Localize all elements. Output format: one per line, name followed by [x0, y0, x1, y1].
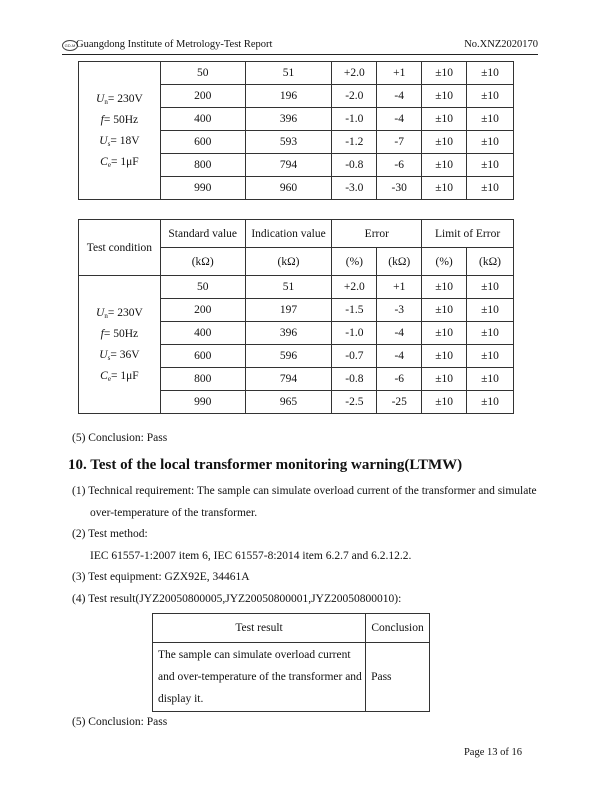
header-test-result: Test result — [153, 614, 366, 643]
table-cell: 965 — [245, 391, 332, 414]
table-row — [79, 62, 514, 85]
table-cell: 794 — [245, 154, 332, 177]
table-cell: 200 — [160, 85, 245, 108]
table-cell: 196 — [245, 85, 332, 108]
test-condition-cell — [79, 62, 161, 200]
test-result-description — [153, 643, 366, 712]
section-title: 10. Test of the local transformer monitoring warning(LTMW) — [68, 457, 463, 473]
table-row — [79, 276, 514, 299]
table-cell: +1 — [377, 62, 422, 85]
table-cell: ±10 — [467, 276, 514, 299]
table-cell: 600 — [160, 345, 245, 368]
page-header — [62, 38, 538, 55]
table-cell: ±10 — [467, 62, 514, 85]
test-method-value: IEC 61557-1:2007 item 6, IEC 61557-8:2014 item 6.2.7 and 6.2.12.2. — [90, 550, 412, 562]
table-cell: -0.7 — [332, 345, 377, 368]
result-line: The sample can simulate overload current — [158, 649, 351, 661]
table-cell: ±10 — [467, 345, 514, 368]
table-cell: ±10 — [422, 108, 467, 131]
technical-requirement-cont: over-temperature of the transformer. — [90, 507, 258, 519]
table-cell: -2.0 — [332, 85, 377, 108]
institute-logo-icon: GD-M — [62, 40, 78, 51]
test-condition-cell — [79, 276, 161, 414]
table-cell: -6 — [377, 154, 422, 177]
table-cell: -3.0 — [332, 177, 377, 200]
result-line: display it. — [158, 693, 204, 705]
table-cell: -1.0 — [332, 322, 377, 345]
table-cell: 396 — [245, 322, 332, 345]
table-cell: -1.0 — [332, 108, 377, 131]
table-cell: 990 — [160, 391, 245, 414]
results-table-36v — [78, 219, 514, 414]
table-cell: ±10 — [422, 154, 467, 177]
table-cell: 50 — [160, 62, 245, 85]
table-cell: -25 — [377, 391, 422, 414]
header-indication-value: Indication value — [245, 220, 332, 248]
table-cell: 200 — [160, 299, 245, 322]
header-title: Guangdong Institute of Metrology-Test Report — [76, 39, 273, 50]
table-cell: ±10 — [467, 177, 514, 200]
table-cell: ±10 — [467, 154, 514, 177]
table-cell: ±10 — [467, 322, 514, 345]
table-cell: 990 — [160, 177, 245, 200]
table-cell: 51 — [245, 276, 332, 299]
table-cell: -1.2 — [332, 131, 377, 154]
table-cell: ±10 — [467, 391, 514, 414]
test-equipment: (3) Test equipment: GZX92E, 34461A — [72, 571, 250, 583]
table-cell: ±10 — [422, 322, 467, 345]
condition-item: $C_e= 1\mu F$ — [100, 369, 139, 383]
table-cell: ±10 — [422, 276, 467, 299]
table-cell: +2.0 — [332, 276, 377, 299]
header-error-pct: (%) — [332, 248, 377, 276]
header-error-kohm: (kΩ) — [377, 248, 422, 276]
table-cell: 197 — [245, 299, 332, 322]
table-cell: ±10 — [467, 85, 514, 108]
condition-item: $U_s= 18V$ — [99, 134, 140, 148]
conclusion-value: Pass — [366, 643, 430, 712]
header-limit-pct: (%) — [422, 248, 467, 276]
table-cell: 800 — [160, 368, 245, 391]
page-number: Page 13 of 16 — [463, 747, 522, 758]
report-number: No.XNZ2020170 — [464, 39, 538, 50]
table-cell: -7 — [377, 131, 422, 154]
table-cell: ±10 — [467, 108, 514, 131]
table-cell: 593 — [245, 131, 332, 154]
table-cell: +2.0 — [332, 62, 377, 85]
table-cell: -30 — [377, 177, 422, 200]
table-cell: ±10 — [422, 368, 467, 391]
table-cell: ±10 — [422, 345, 467, 368]
conclusion-text-2: (5) Conclusion: Pass — [72, 716, 168, 728]
table-cell: -4 — [377, 345, 422, 368]
table-cell: 596 — [245, 345, 332, 368]
table-cell: 396 — [245, 108, 332, 131]
table-cell: -4 — [377, 85, 422, 108]
table-cell: 960 — [245, 177, 332, 200]
table-cell: -2.5 — [332, 391, 377, 414]
conclusion-table — [152, 613, 430, 712]
table-cell: -4 — [377, 322, 422, 345]
header-conclusion: Conclusion — [366, 614, 430, 643]
technical-requirement: (1) Technical requirement: The sample can simulate overload current of the transformer and simulate — [72, 485, 537, 497]
condition-item: $U_n= 230V$ — [96, 92, 143, 106]
table-cell: ±10 — [467, 131, 514, 154]
header-test-condition: Test condition — [79, 220, 161, 276]
condition-item: $U_s= 36V$ — [99, 348, 140, 362]
test-result-label: (4) Test result(JYZ20050800005,JYZ20050800001,JYZ20050800010): — [72, 593, 402, 605]
table-cell: 794 — [245, 368, 332, 391]
table-cell: 400 — [160, 322, 245, 345]
table-cell: -3 — [377, 299, 422, 322]
header-indication-unit: (kΩ) — [245, 248, 332, 276]
table-cell: -6 — [377, 368, 422, 391]
results-table-18v — [78, 61, 514, 200]
table-cell: 50 — [160, 276, 245, 299]
table-cell: 600 — [160, 131, 245, 154]
conclusion-text: (5) Conclusion: Pass — [72, 432, 168, 444]
header-limit-of-error: Limit of Error — [422, 220, 514, 248]
header-limit-kohm: (kΩ) — [467, 248, 514, 276]
test-method-label: (2) Test method: — [72, 528, 148, 540]
condition-item: f= 50Hz — [100, 113, 139, 126]
table-cell: ±10 — [422, 62, 467, 85]
table-cell: +1 — [377, 276, 422, 299]
table-cell: 400 — [160, 108, 245, 131]
header-standard-unit: (kΩ) — [160, 248, 245, 276]
table-cell: ±10 — [467, 368, 514, 391]
condition-item: $U_n= 230V$ — [96, 306, 143, 320]
table-cell: -0.8 — [332, 154, 377, 177]
header-standard-value: Standard value — [160, 220, 245, 248]
table-cell: ±10 — [422, 177, 467, 200]
condition-item: f= 50Hz — [100, 327, 139, 340]
table-cell: -0.8 — [332, 368, 377, 391]
table-cell: 51 — [245, 62, 332, 85]
header-error: Error — [332, 220, 422, 248]
table-cell: ±10 — [467, 299, 514, 322]
table-cell: 800 — [160, 154, 245, 177]
table-cell: ±10 — [422, 131, 467, 154]
result-line: and over-temperature of the transformer and — [158, 671, 362, 683]
condition-item: $C_e= 1\mu F$ — [100, 155, 139, 169]
table-cell: -4 — [377, 108, 422, 131]
table-cell: -1.5 — [332, 299, 377, 322]
table-cell: ±10 — [422, 85, 467, 108]
table-cell: ±10 — [422, 299, 467, 322]
table-cell: ±10 — [422, 391, 467, 414]
